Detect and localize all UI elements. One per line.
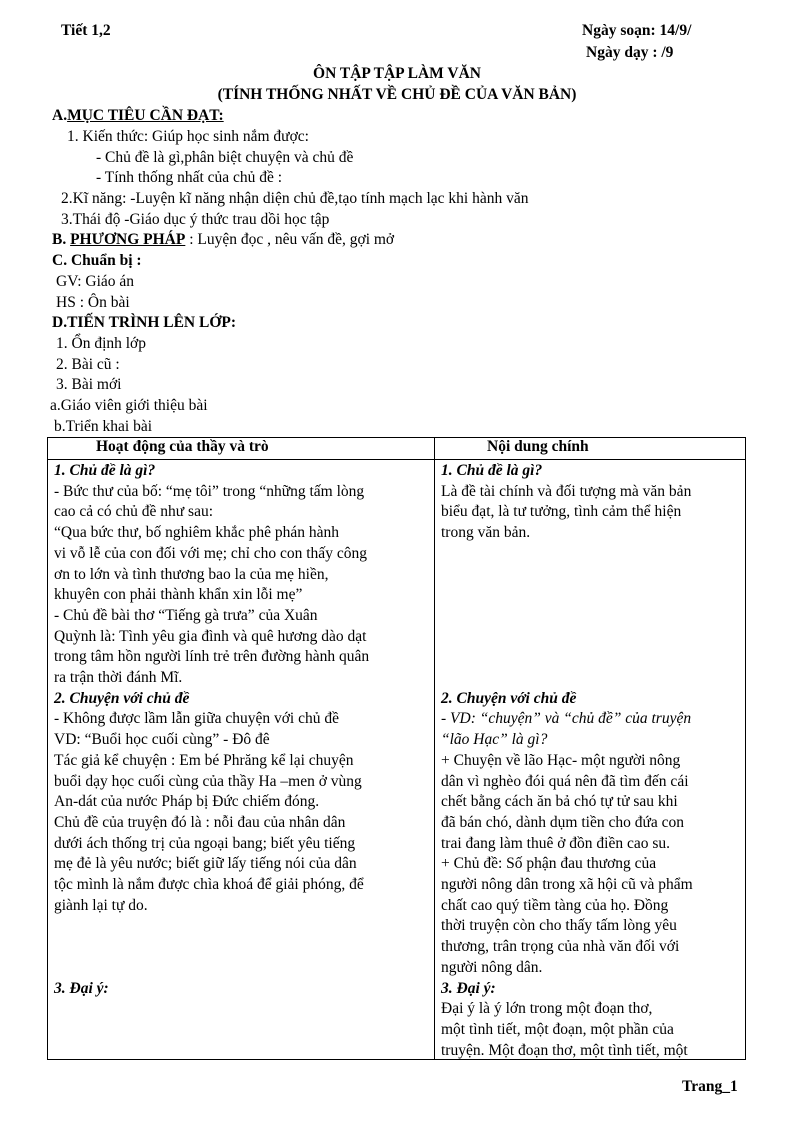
section-b: B. PHƯƠNG PHÁP : Luyện đọc , nêu vấn đề, gợi mở — [52, 231, 395, 248]
date-taught: Ngày dạy : /9 — [586, 44, 674, 61]
table-line: - Chủ đề bài thơ “Tiếng gà trưa” của Xuân — [54, 606, 318, 624]
lesson-table — [47, 437, 746, 1060]
table-line: dưới ách thống trị của ngoại bang; biết yêu tiếng — [54, 834, 356, 852]
section-d-step3: 3. Bài mới — [56, 376, 122, 393]
table-line: 2. Chuyện với chủ đề — [441, 689, 577, 707]
table-line: 3. Đại ý: — [441, 979, 496, 997]
table-line: giành lại tự do. — [54, 896, 148, 914]
col-content-header: Nội dung chính — [435, 438, 746, 460]
table-line: cao cả có chủ đề như sau: — [54, 503, 214, 521]
table-line: mẹ đẻ là yêu nước; biết giữ lấy tiếng nói của dân — [54, 855, 357, 873]
section-d-heading: D.TIẾN TRÌNH LÊN LỚP: — [52, 314, 237, 331]
table-line: tộc mình là nắm được chìa khoá để giải phóng, để — [54, 876, 364, 893]
table-line: đã bán chó, dành dụm tiền cho đứa con — [441, 813, 684, 831]
section-a-item2: 2.Kĩ năng: -Luyện kĩ năng nhận diện chủ đề,tạo tính mạch lạc khi hành văn — [61, 190, 529, 207]
date-prepared: Ngày soạn: 14/9/ — [582, 22, 692, 39]
section-c-heading: C. Chuẩn bị : — [52, 252, 142, 269]
section-a-item3: 3.Thái độ -Giáo dục ý thức trau dồi học tập — [61, 211, 330, 228]
lesson-number: Tiết 1,2 — [61, 22, 111, 39]
table-header-row — [48, 438, 746, 460]
table-line: Đại ý là ý lớn trong một đoạn thơ, — [441, 1000, 653, 1018]
table-line: ra trận thời đánh Mĩ. — [54, 669, 183, 686]
table-line: 3. Đại ý: — [54, 979, 109, 997]
title-line2: (TÍNH THỐNG NHẤT VỀ CHỦ ĐỀ CỦA VĂN BẢN) — [217, 86, 577, 103]
section-d-step2: 2. Bài cũ : — [56, 356, 120, 373]
section-a-item1b: - Tính thống nhất của chủ đề : — [96, 169, 283, 186]
page-number: Trang_1 — [682, 1078, 738, 1095]
table-line: trai đang làm thuê ở đồn điền cao su. — [441, 834, 671, 852]
table-line: Tác giả kể chuyện : Em bé Phrăng kể lại chuyện — [54, 751, 354, 769]
title-line1: ÔN TẬP TẬP LÀM VĂN — [313, 65, 481, 82]
right-cell — [435, 460, 746, 1060]
table-line: VD: “Buổi học cuối cùng” - Đô đê — [54, 731, 270, 749]
table-body-row — [48, 460, 746, 1060]
table-line: 1. Chủ đề là gì? — [441, 462, 543, 479]
table-line: trong văn bản. — [441, 524, 531, 542]
table-line: - Bức thư của bố: “mẹ tôi” trong “những tấm lòng — [54, 482, 365, 500]
table-line: một tình tiết, một đoạn, một phần của — [441, 1020, 674, 1038]
table-line: Là đề tài chính và đối tượng mà văn bản — [441, 482, 692, 500]
table-line: Chủ đề của truyện đó là : nỗi đau của nhân dân — [54, 813, 346, 831]
section-d-step1: 1. Ổn định lớp — [56, 335, 147, 352]
table-line: người nông dân trong xã hội cũ và phẩm — [441, 876, 693, 893]
table-line: 2. Chuyện với chủ đề — [54, 689, 190, 707]
section-a-item1a: - Chủ đề là gì,phân biệt chuyện và chủ đề — [96, 149, 354, 166]
section-d-sub-b: b.Triển khai bài — [54, 418, 153, 435]
table-line: - VD: “chuyện” và “chủ đề” của truyện — [441, 710, 692, 728]
table-line: người nông dân. — [441, 958, 543, 976]
col-activities-header: Hoạt động của thầy và trò — [48, 438, 435, 460]
section-c-gv: GV: Giáo án — [56, 273, 135, 290]
table-line: - Không được lầm lẫn giữa chuyện với chủ đề — [54, 710, 339, 728]
table-line: ơn to lớn và tình thương bao la của mẹ hiền, — [54, 565, 329, 583]
table-line: khuyên con phải thành khẩn xin lỗi mẹ” — [54, 586, 303, 604]
table-line: “lão Hạc” là gì? — [441, 731, 548, 749]
table-line: + Chủ đề: Số phận đau thương của — [441, 855, 657, 873]
left-cell — [48, 460, 435, 1060]
table-line: Quỳnh là: Tình yêu gia đình và quê hương dào dạt — [54, 627, 367, 645]
table-line: biểu đạt, là tư tưởng, tình cảm thể hiện — [441, 503, 682, 521]
table-line: vi vỗ lễ của con đối với mẹ; chỉ cho con thấy công — [54, 544, 367, 562]
table-line: thời truyện còn cho thấy tấm lòng yêu — [441, 917, 677, 935]
table-line: “Qua bức thư, bố nghiêm khắc phê phán hành — [54, 524, 339, 542]
table-line: chết bằng cách ăn bả chó tự tử sau khi — [441, 793, 678, 811]
section-d-sub-a: a.Giáo viên giới thiệu bài — [50, 397, 208, 414]
table-line: chất cao quý tiềm tàng của họ. Đồng — [441, 896, 669, 914]
section-a-heading: A.MỤC TIÊU CẦN ĐẠT: — [52, 107, 224, 124]
table-line: + Chuyện về lão Hạc- một người nông — [441, 751, 681, 769]
table-line: 1. Chủ đề là gì? — [54, 462, 156, 479]
table-line: dân vì nghèo đói quá nên đã tìm đến cái — [441, 772, 689, 790]
section-c-hs: HS : Ôn bài — [56, 294, 130, 311]
table-line: truyện. Một đoạn thơ, một tình tiết, một — [441, 1041, 688, 1059]
table-line: An-dát của nước Pháp bị Đức chiếm đóng. — [54, 793, 320, 811]
table-line: trong tâm hồn người lính trẻ trên đường hành quân — [54, 648, 370, 666]
section-a-item1: 1. Kiến thức: Giúp học sinh nắm được: — [67, 128, 309, 145]
table-line: thương, trân trọng của nhà văn đối với — [441, 938, 680, 956]
table-line: buổi dạy học cuối cùng của thầy Ha –men ở vùng — [54, 772, 362, 790]
